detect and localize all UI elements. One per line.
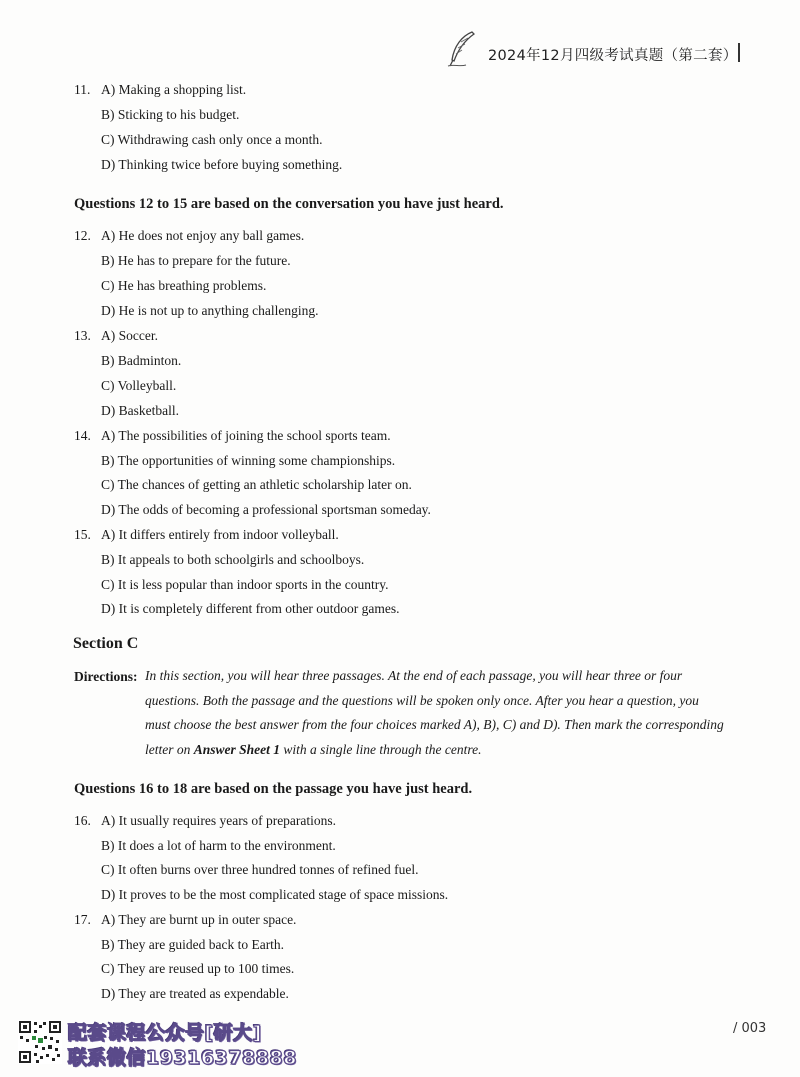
option-d: D) They are treated as expendable. [101,986,289,1001]
answer-sheet-emphasis: Answer Sheet 1 [193,742,281,757]
question-number: 16. [74,813,91,828]
question-number: 17. [74,912,91,927]
option-d: D) It is completely different from other outdoor games. [101,601,400,616]
option-c: C) Volleyball. [101,378,177,393]
option-c: C) It often burns over three hundred tonnes of refined fuel. [101,862,419,877]
questions-16-18-heading: Questions 16 to 18 are based on the passage you have just heard. [74,781,473,797]
option-b: B) Badminton. [101,353,182,368]
option-c: C) He has breathing problems. [101,278,267,293]
page-title: 2024年12月四级考试真题（第二套） [488,48,738,64]
directions-line-1: In this section, you will hear three passages. At the end of each passage, you will hear three or four [145,668,683,683]
option-d: D) The odds of becoming a professional sportsman someday. [101,502,431,517]
question-number: 14. [74,428,91,443]
directions-line-2: questions. Both the passage and the questions will be spoken only once. After you hear a question, you [145,693,699,708]
option-b: B) They are guided back to Earth. [101,937,285,952]
option-b: B) Sticking to his budget. [101,107,240,122]
option-a: A) It usually requires years of preparations. [101,813,337,828]
option-b: B) The opportunities of winning some championships. [101,453,396,468]
questions-12-15-heading: Questions 12 to 15 are based on the conversation you have just heard. [74,196,504,212]
watermark-line-1: 配套课程公众号[研大] [68,1022,262,1044]
question-number: 11. [74,82,91,97]
qr-code-icon[interactable] [18,1020,62,1064]
option-a: A) They are burnt up in outer space. [101,912,297,927]
directions-line-4: letter on Answer Sheet 1 with a single line through the centre. [145,742,482,757]
option-a: A) Making a shopping list. [101,82,247,97]
option-d: D) It proves to be the most complicated stage of space missions. [101,887,449,902]
option-d: D) Thinking twice before buying something. [101,157,343,172]
option-b: B) It does a lot of harm to the environment. [101,838,336,853]
directions-line-3: must choose the best answer from the four choices marked A), B), C) and D). Then mark the corresponding [145,717,724,732]
option-c: C) Withdrawing cash only once a month. [101,132,323,147]
quill-pen-icon [444,30,478,68]
option-a: A) Soccer. [101,328,158,343]
option-a: A) He does not enjoy any ball games. [101,228,305,243]
option-c: C) It is less popular than indoor sports in the country. [101,577,389,592]
option-d: D) He is not up to anything challenging. [101,303,319,318]
section-c-title: Section C [73,635,139,652]
option-c: C) They are reused up to 100 times. [101,961,295,976]
option-c: C) The chances of getting an athletic scholarship later on. [101,477,412,492]
directions-label: Directions: [74,669,138,684]
page-header [440,30,780,70]
question-number: 12. [74,228,91,243]
option-b: B) He has to prepare for the future. [101,253,291,268]
option-a: A) It differs entirely from indoor volleyball. [101,527,339,542]
question-number: 13. [74,328,91,343]
option-a: A) The possibilities of joining the school sports team. [101,428,391,443]
option-d: D) Basketball. [101,403,179,418]
header-divider [738,43,740,62]
question-number: 15. [74,527,91,542]
page-number: / 003 [733,1021,767,1036]
watermark-line-2: 联系微信19316378888 [68,1047,297,1069]
option-b: B) It appeals to both schoolgirls and schoolboys. [101,552,365,567]
